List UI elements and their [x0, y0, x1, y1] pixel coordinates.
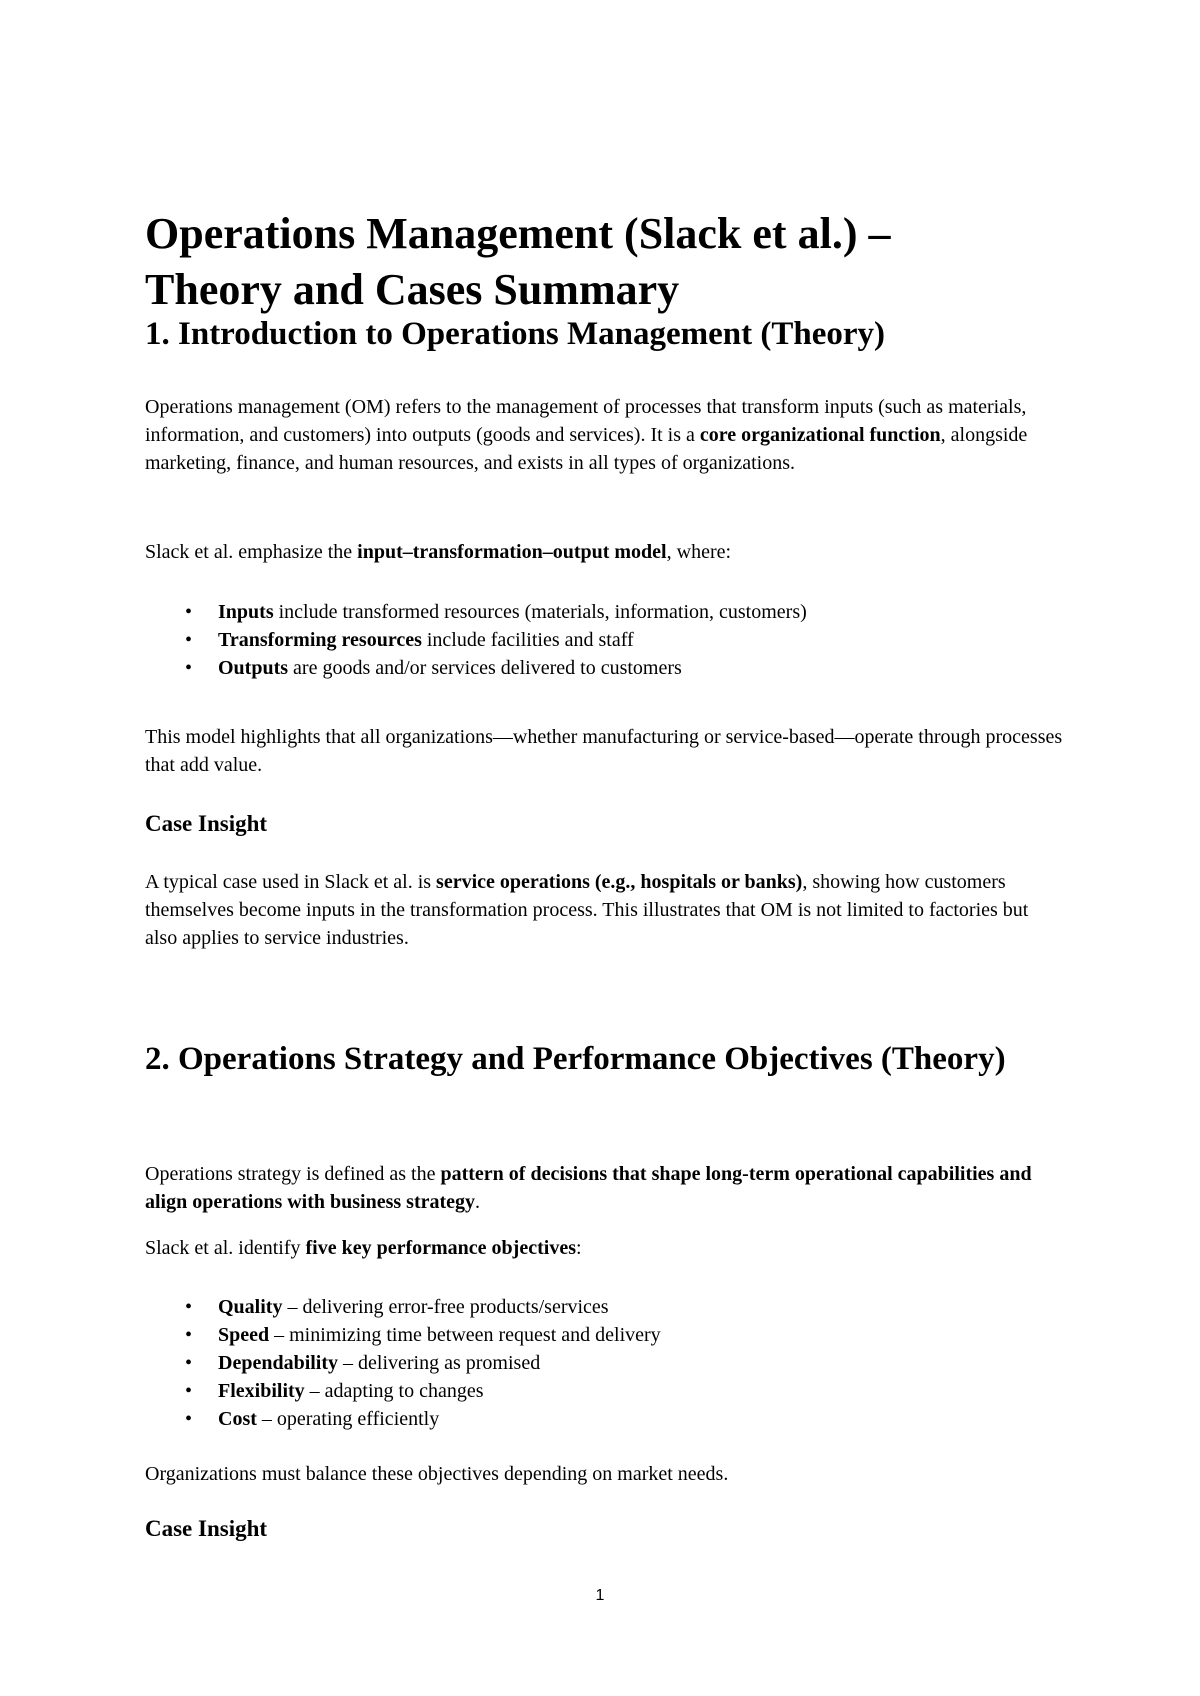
bullet-icon: •: [185, 1408, 193, 1430]
section-2-paragraph-3: Organizations must balance these objectives depending on market needs.: [145, 1463, 729, 1485]
bold-text: service operations (e.g., hospitals or banks): [436, 871, 803, 893]
section-1-paragraph-3: This model highlights that all organizations—whether manufacturing or service-based—operate through processes that add value.: [145, 726, 1063, 776]
bullet-icon: •: [185, 657, 193, 679]
bold-text: Dependability: [218, 1352, 339, 1374]
bullet-icon: •: [185, 1352, 193, 1374]
text-run: Slack et al. identify: [145, 1237, 306, 1259]
text-run: A typical case used in Slack et al. is: [145, 871, 437, 893]
text-run: – delivering as promised: [338, 1352, 541, 1374]
bold-text: Cost: [218, 1408, 257, 1430]
title-line-1: Operations Management (Slack et al.) –: [145, 209, 891, 258]
text-run: .: [475, 1191, 481, 1213]
section-1-heading: 1. Introduction to Operations Management (Theory): [145, 316, 886, 352]
bullet-icon: •: [185, 1380, 193, 1402]
bullet-icon: •: [185, 629, 193, 651]
text-run: Operations strategy is defined as the: [145, 1163, 441, 1185]
list-item: [145, 1405, 1065, 1433]
bold-text: pattern of decisions that shape long-term operational capabilities and align operations with business strategy: [145, 1163, 1032, 1213]
document-page: [145, 0, 1065, 1696]
bold-text: Flexibility: [218, 1380, 305, 1402]
bullet-icon: •: [185, 1324, 193, 1346]
bold-text: Transforming resources: [218, 629, 422, 651]
list-item: [145, 654, 1065, 682]
section-2-paragraph-2: [145, 1234, 1065, 1262]
bold-text: five key performance objectives: [305, 1237, 576, 1259]
section-2-case-heading: Case Insight: [145, 1516, 268, 1541]
list-item: [145, 1321, 1065, 1349]
list-item: [145, 1377, 1065, 1405]
document-title: [145, 206, 1065, 318]
text-run: – adapting to changes: [304, 1380, 484, 1402]
bold-text: Quality: [218, 1296, 283, 1318]
list-item: [145, 626, 1065, 654]
bullet-icon: •: [185, 601, 193, 623]
text-run: include facilities and staff: [421, 629, 634, 651]
text-run: are goods and/or services delivered to customers: [288, 657, 682, 679]
section-1-bullet-list: [145, 598, 1065, 682]
section-1-paragraph-1: [145, 393, 1065, 477]
text-run: :: [575, 1237, 582, 1259]
bold-text: core organizational function: [699, 424, 941, 446]
section-1-paragraph-2: [145, 538, 1065, 566]
bold-text: input–transformation–output model: [357, 541, 667, 563]
list-item: [145, 1349, 1065, 1377]
bold-text: Outputs: [218, 657, 289, 679]
section-2-paragraph-1: [145, 1160, 1065, 1216]
bullet-icon: •: [185, 1296, 193, 1318]
page-number: 1: [595, 1587, 605, 1604]
text-run: , showing how customers themselves become inputs in the transformation process. This illustrates that OM is not limited to factories but also applies to service industries.: [145, 871, 1029, 949]
bold-text: Speed: [218, 1324, 270, 1346]
text-run: – operating efficiently: [256, 1408, 440, 1430]
list-item: [145, 1293, 1065, 1321]
text-run: include transformed resources (materials, information, customers): [273, 601, 807, 623]
section-2-bullet-list: [145, 1293, 1065, 1433]
section-1-case-paragraph: [145, 868, 1065, 952]
text-run: Operations management (OM) refers to the management of processes that transform inputs (such as materials, information, and customers) into outputs (goods and services). It is a: [145, 396, 1027, 446]
text-run: , where:: [666, 541, 732, 563]
text-run: Slack et al. emphasize the: [145, 541, 358, 563]
text-run: – delivering error-free products/services: [282, 1296, 609, 1318]
section-1-case-heading: Case Insight: [145, 811, 268, 836]
title-line-2: Theory and Cases Summary: [145, 265, 680, 314]
bold-text: Inputs: [218, 601, 274, 623]
text-run: , alongside marketing, finance, and human resources, and exists in all types of organizations.: [145, 424, 1028, 474]
list-item: [145, 598, 1065, 626]
text-run: – minimizing time between request and delivery: [269, 1324, 661, 1346]
section-2-heading: 2. Operations Strategy and Performance Objectives (Theory): [145, 1041, 1006, 1077]
